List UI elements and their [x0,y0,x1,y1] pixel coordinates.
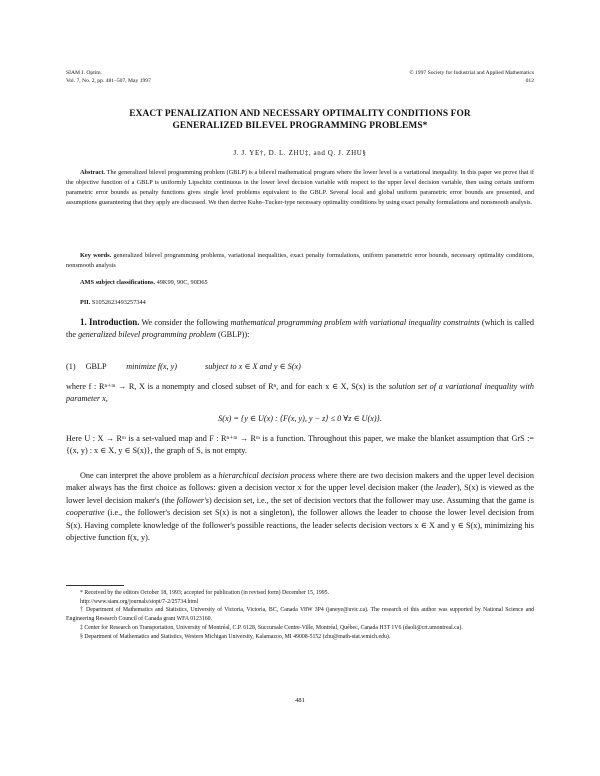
pii [66,298,534,308]
ams-classification [66,278,534,288]
footnote-url[interactable]: http://www.siam.org/journals/siopt/7-2/25734.html [80,598,199,605]
paragraph-assumption: Here U : X → Rᵐ is a set-valued map and F : Rⁿ⁺ᵐ → Rᵐ is a function. Throughout this paper, we make the blanket assumption that GrS := {(x, y) : x ∈ X, y ∈ S(x)}, the graph of S, is not empty. [66,434,534,456]
footnote-author-2: ‡ Center for Research on Transportation, University of Montréal, C.P. 6128, Succursale Centre-Ville, Montréal, Québec, Canada H3T 1V6 (daoli@crt.umontreal.ca). [80,624,463,631]
footnotes [66,589,534,641]
journal-name: SIAM J. Optim. [66,70,103,76]
keywords-label: Key words. [80,252,112,259]
problem-objective: minimize f(x, y) [126,362,177,371]
keywords-text: generalized bilevel programming problems, variational inequalities, exact penalty formulations, uniform parametric error bounds, necessary optimality conditions, nonsmooth analysis [66,252,534,269]
paper-authors: J. J. YE†, D. L. ZHU‡, and Q. J. ZHU§ [233,149,367,157]
problem-constraint: subject to x ∈ X and y ∈ S(x) [205,362,301,371]
paper-title: EXACT PENALIZATION AND NECESSARY OPTIMALITY CONDITIONS FOR GENERALIZED BILEVEL PROGRAMMING PROBLEMS* [129,109,471,131]
footnote-author-3: § Department of Mathematics and Statistics, Western Michigan University, Kalamazoo, MI 49008-5152 (zhu@math-stat.wmich.edu). [80,633,391,640]
copyright-line: © 1997 Society for Industrial and Applied Mathematics [409,70,534,76]
equation-number: (1) [66,362,76,371]
header-code: 012 [525,77,534,84]
page-number: 481 [295,697,305,704]
copyright-header [300,70,534,85]
ams-label: AMS subject classifications. [80,279,156,286]
abstract-label: Abstract. [80,169,106,176]
abstract-text: The generalized bilevel programming problem (GBLP) is a bilevel mathematical program where the lower level is a variational inequality. In this paper we prove that if the objective function of a GBLP is uniformly Lipschitz continuous in the lower level decision variable with respect to the upper level decision variable, then using certain uniform parametric error bounds as penalty functions gives single level problems equivalent to the GBLP. Several local and global uniform parametric error bounds are presented, and assumptions guaranteeing that they apply are discussed. We then derive Kuhn–Tucker-type necessary optimality conditions by using exact penalty formulations and nonsmooth analysis. [66,169,534,206]
intro-paragraph: 1. Introduction. We consider the following mathematical programming problem with variational inequality constraints (which is called the generalized bilevel programming problem (GBLP)): [66,317,534,340]
journal-header [66,70,151,85]
problem-name: GBLP [85,362,107,371]
abstract [66,168,534,208]
paragraph-definitions: where f : Rⁿ⁺ᵐ → R, X is a nonempty and closed subset of Rⁿ, and for each x ∈ X, S(x) is the solution set of a variational inequality with parameter x, [66,382,534,404]
display-equation: S(x) = {y ∈ U(x) : ⟨F(x, y), y − z⟩ ≤ 0 ∀z ∈ U(x)}. [218,414,382,423]
paragraph-interpretation: One can interpret the above problem as a hierarchical decision process where there are two decision makers and the upper level decision maker always has the first choice as follows: given a decision vector x for the upper level decision maker (the leader), S(x) is viewed as the lower level decision maker's (the follower's) decision set, i.e., the set of decision vectors that the follower may use. Assuming that the game is cooperative (i.e., the follower's decision set S(x) is not a singleton), the follower allows the leader to choose the lower level decision from S(x). Having complete knowledge of the follower's possible reactions, the leader selects decision vectors x ∈ X and y ∈ S(x), minimizing his objective function f(x, y). [66,471,534,543]
problem-statement [66,361,534,373]
footnote-divider [66,585,124,586]
pii-label: PII. [80,299,91,306]
keywords [66,251,534,271]
footnote-author-1: † Department of Mathematics and Statistics, University of Victoria, Victoria, BC, Canada V8W 3P4 (janeye@uvic.ca). The research of this author was supported by National Science and Engineering Research Council of Canada grant WFA 0123160. [66,607,534,623]
section-heading: 1. Introduction. [80,317,140,327]
journal-volume: Vol. 7, No. 2, pp. 481–507, May 1997 [66,77,151,84]
footnote-received: * Received by the editors October 18, 1993; accepted for publication (in revised form) December 15, 1995. [80,590,330,596]
pii-text: S1052623493257344 [91,299,146,306]
ams-text: 49K99, 90C, 90D65 [156,279,208,286]
